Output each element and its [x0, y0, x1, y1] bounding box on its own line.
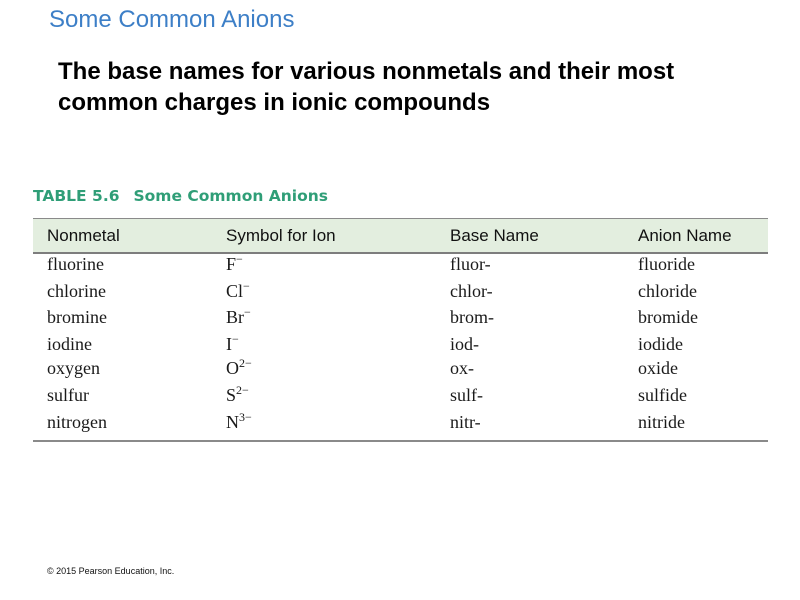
cell-anion-name: oxide: [638, 358, 678, 378]
cell-base-name: fluor-: [450, 254, 491, 274]
cell-symbol: [226, 307, 251, 328]
ion-symbol: N: [226, 412, 239, 432]
ion-symbol: F: [226, 254, 237, 274]
cell-anion-name: chloride: [638, 281, 697, 301]
ion-symbol: S: [226, 385, 237, 405]
ion-charge: 2−: [236, 383, 249, 397]
table-row: [33, 307, 768, 333]
cell-symbol: [226, 358, 252, 379]
cell-anion-name: bromide: [638, 307, 698, 327]
table-bottom-rule: [33, 440, 768, 442]
cell-nonmetal: oxygen: [47, 358, 100, 378]
ion-charge: 2−: [239, 356, 252, 370]
cell-symbol: [226, 281, 250, 302]
table-caption-number: TABLE 5.6: [33, 187, 120, 205]
ion-symbol: I: [226, 334, 232, 354]
ion-charge: 3−: [239, 410, 252, 424]
header-symbol-for-ion: Symbol for Ion: [226, 226, 336, 245]
cell-nonmetal: nitrogen: [47, 412, 107, 432]
cell-symbol: [226, 254, 243, 275]
cell-symbol: [226, 385, 249, 406]
table-caption: [33, 187, 328, 205]
table-row: [33, 281, 768, 307]
slide-subtitle: The base names for various nonmetals and their most common charges in ionic compounds: [58, 58, 675, 116]
table-body: [33, 254, 768, 439]
cell-nonmetal: chlorine: [47, 281, 106, 301]
cell-base-name: iod-: [450, 334, 479, 354]
cell-symbol: [226, 334, 239, 355]
cell-nonmetal: fluorine: [47, 254, 104, 274]
ion-symbol: O: [226, 358, 239, 378]
slide-title: Some Common Anions: [49, 6, 295, 33]
ion-symbol: Cl: [226, 281, 244, 301]
table-caption-title: Some Common Anions: [133, 187, 329, 205]
cell-nonmetal: iodine: [47, 334, 92, 354]
header-nonmetal: Nonmetal: [47, 226, 120, 245]
cell-anion-name: iodide: [638, 334, 683, 354]
cell-anion-name: fluoride: [638, 254, 695, 274]
cell-nonmetal: sulfur: [47, 385, 89, 405]
cell-base-name: nitr-: [450, 412, 481, 432]
table-row: [33, 412, 768, 438]
cell-base-name: brom-: [450, 307, 494, 327]
ion-charge: −: [243, 279, 250, 293]
cell-base-name: sulf-: [450, 385, 483, 405]
cell-anion-name: sulfide: [638, 385, 687, 405]
table-row: [33, 254, 768, 280]
cell-base-name: chlor-: [450, 281, 493, 301]
ion-charge: −: [244, 305, 251, 319]
ion-charge: −: [236, 252, 243, 266]
table-row: [33, 385, 768, 411]
cell-anion-name: nitride: [638, 412, 685, 432]
cell-nonmetal: bromine: [47, 307, 107, 327]
table-row: [33, 334, 768, 360]
ion-symbol: Br: [226, 307, 244, 327]
header-anion-name: Anion Name: [638, 226, 732, 245]
cell-base-name: ox-: [450, 358, 474, 378]
header-base-name: Base Name: [450, 226, 539, 245]
ion-charge: −: [232, 332, 239, 346]
table-header-row: [33, 219, 768, 254]
cell-symbol: [226, 412, 252, 433]
copyright-notice: © 2015 Pearson Education, Inc.: [47, 566, 175, 576]
table-row: [33, 358, 768, 384]
